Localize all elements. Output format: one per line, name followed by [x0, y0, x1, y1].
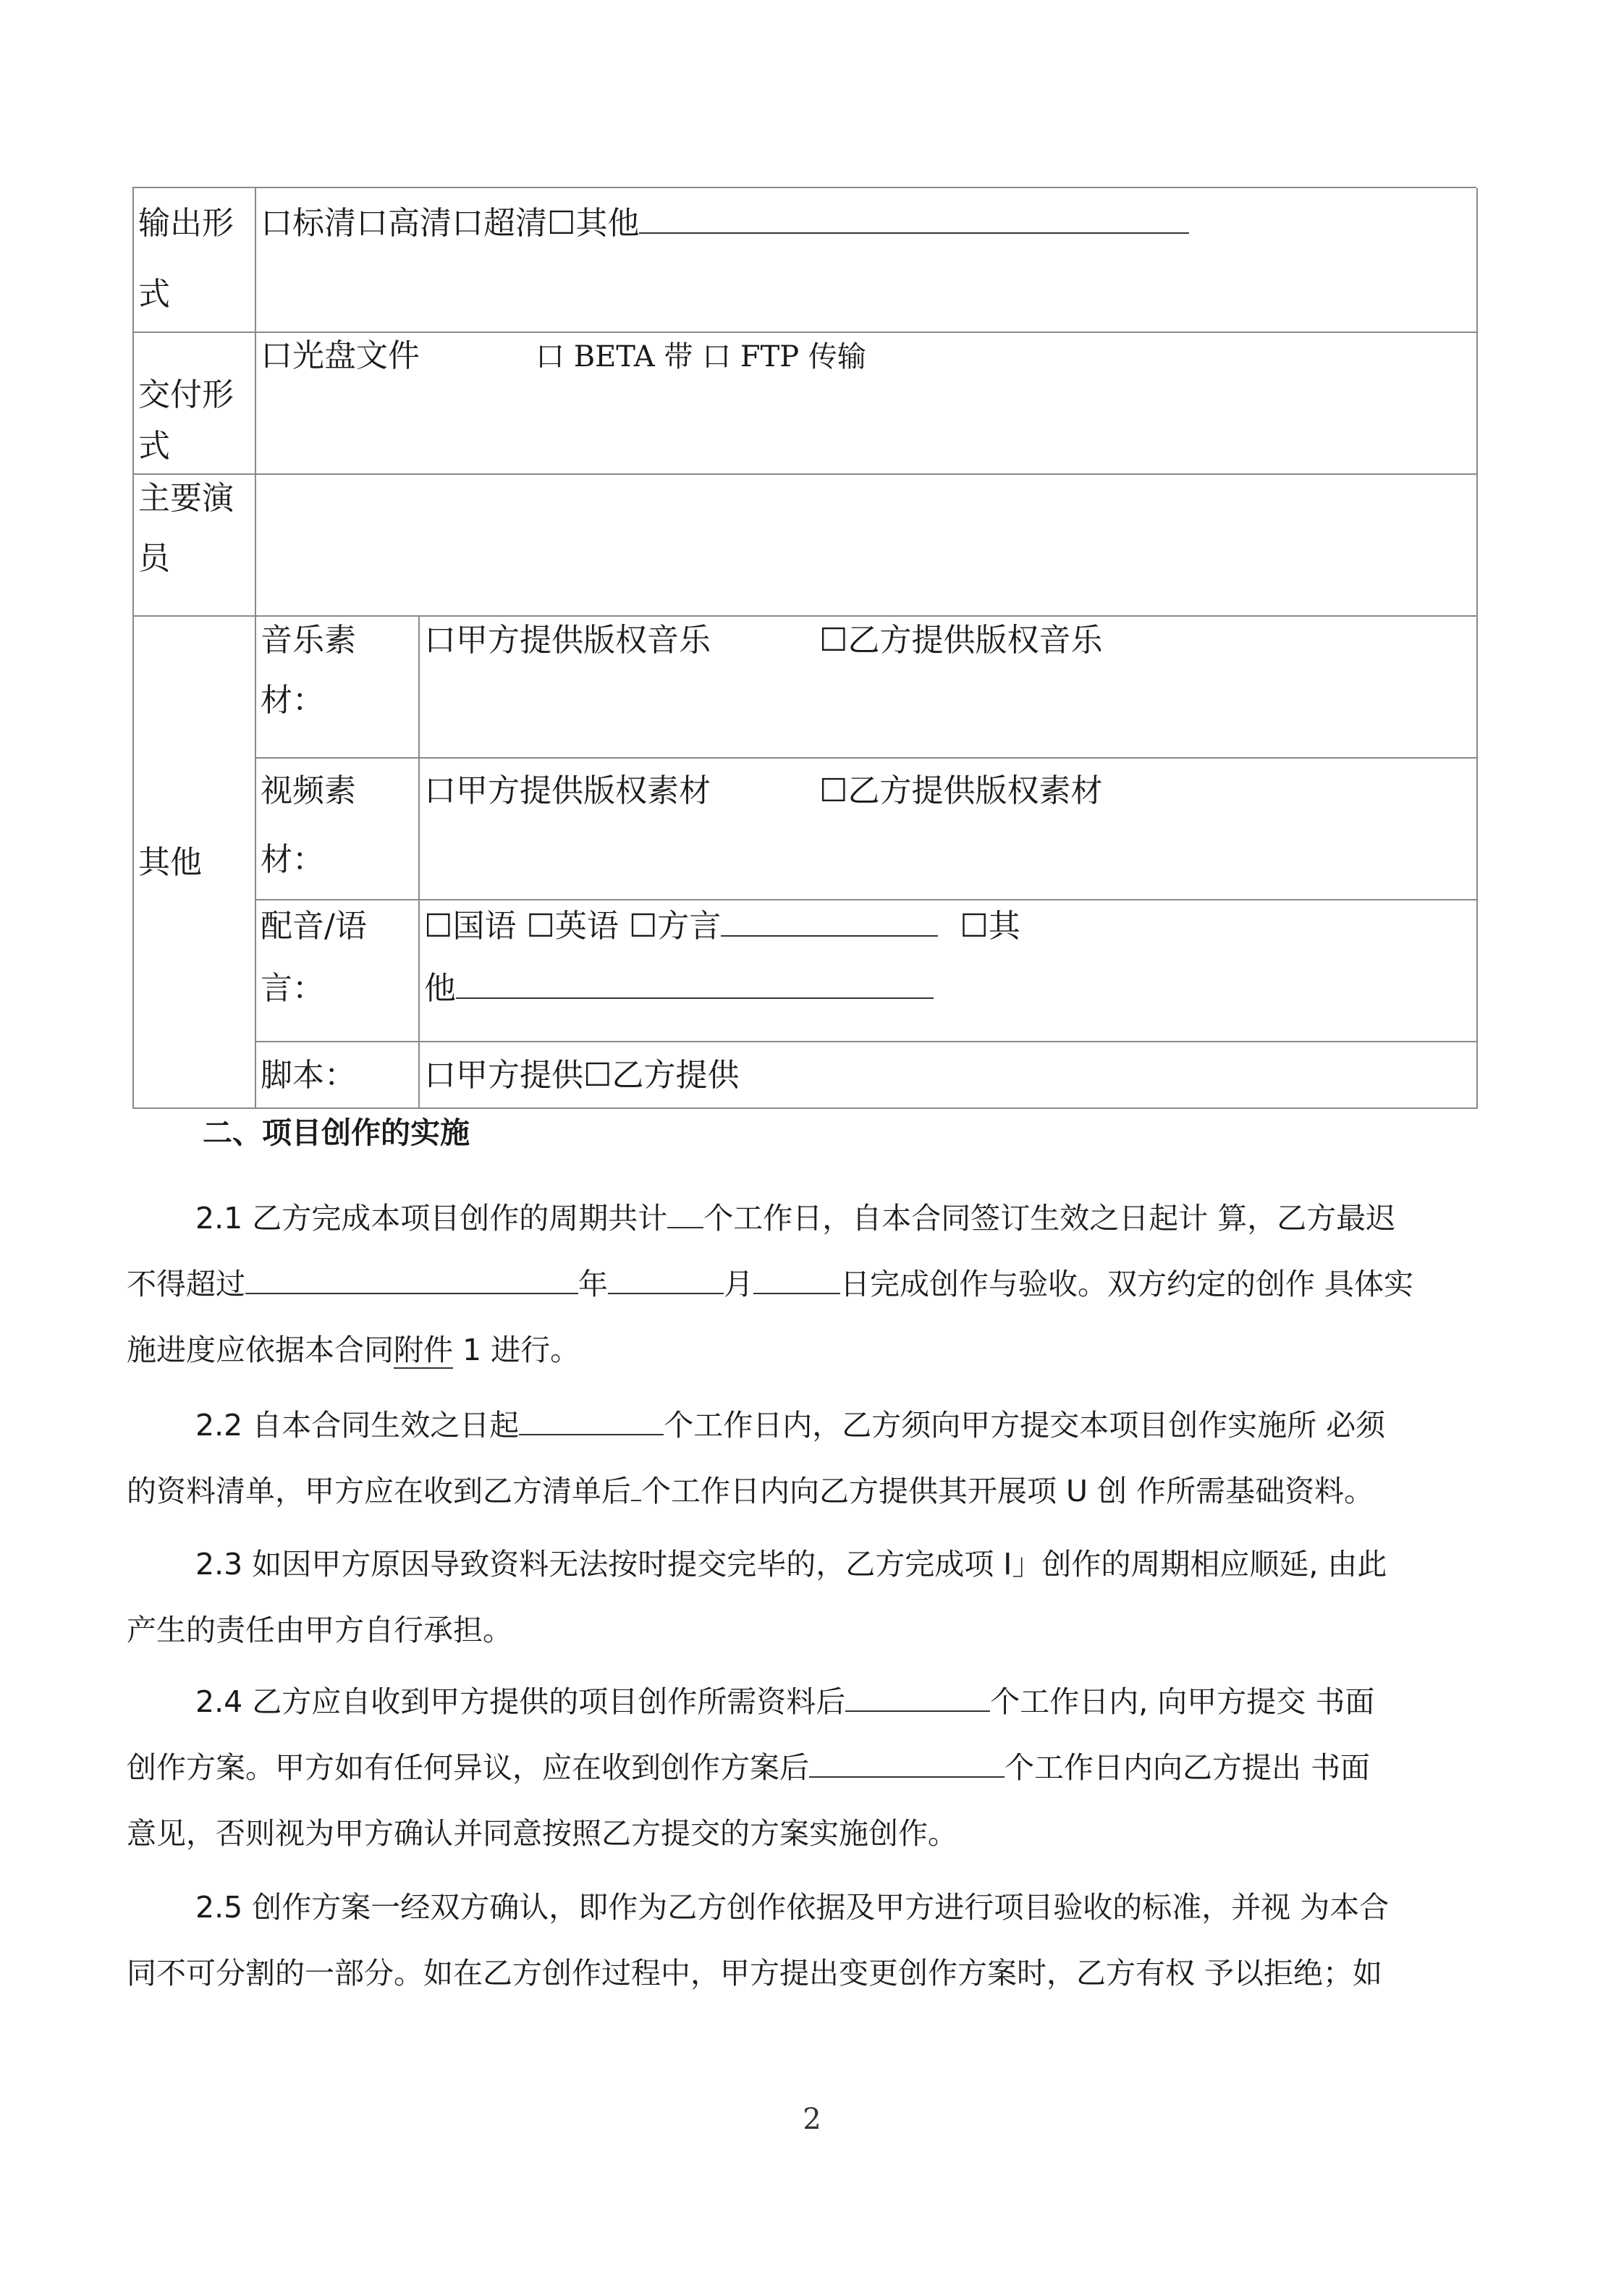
dubbing-language-options: ☐国语 ☐英语 ☐方言 ☐其 他 [420, 900, 1478, 1042]
label-video-material: 视频素 材： [256, 759, 420, 900]
label-other: 其他 [134, 617, 256, 1109]
label-script: 脚本： [256, 1042, 420, 1109]
clause-2-4: 2.4 乙方应自收到甲方提供的项目创作所需资料后 个工作日内, 向甲方提交 书面 创作方案。甲方如有任何异议，应在收到创作方案后 个工作日内向乙方提出 书面 意见，否则视为甲方确认并同意按照乙方提交的方案实施创作。 [127, 1669, 1487, 1867]
video-material-options: 口甲方提供版权素材 ☐乙方提供版权素材 [420, 759, 1478, 900]
objection-days-blank [809, 1747, 1005, 1778]
project-spec-table [132, 187, 1476, 1109]
label-output-format: 输出形 式 [134, 188, 256, 333]
script-options: 口甲方提供☐乙方提供 [420, 1042, 1478, 1109]
music-material-options: 口甲方提供版权音乐 ☐乙方提供版权音乐 [420, 617, 1478, 759]
materials-days-blank [631, 1471, 641, 1501]
proposal-days-blank [845, 1681, 990, 1712]
day-blank [753, 1264, 840, 1294]
month-blank [608, 1264, 724, 1294]
year-blank [245, 1264, 578, 1294]
page-number: 2 [803, 2103, 821, 2136]
dialect-blank [721, 906, 938, 937]
output-format-options: 口标清口高清口超清☐其他 [256, 188, 1478, 333]
other-format-blank [639, 203, 1189, 234]
clause-2-3: 2.3 如因甲方原因导致资料无法按时提交完毕的，乙方完成项 I」创作的周期相应顺延, 由此 产生的责任由甲方自行承担。 [127, 1547, 1387, 1647]
delivery-format-options: 口光盘文件 口 BETA 带 口 FTP 传输 [256, 333, 1478, 475]
section-heading: 二、项目创作的实施 [203, 1115, 470, 1150]
clause-2-5: 2.5 创作方案一经双方确认，即作为乙方创作依据及甲方进行项目验收的标准，并视 为本合 同不可分割的一部分。如在乙方创作过程中，甲方提出变更创作方案时，乙方有权 予以拒绝；如 [127, 1890, 1390, 1991]
checklist-days-blank [519, 1405, 664, 1435]
clause-2-1: 2.1 乙方完成本项目创作的周期共计 个工作日，自本合同签订生效之日起计 算，乙方最迟 不得超过 年 月 日完成创作与验收。双方约定的创作 具体实 施进度应依据本合同附件 1 进行。 [127, 1186, 1487, 1383]
label-music-material: 音乐素 材： [256, 617, 420, 759]
main-actors-value [256, 475, 1478, 617]
clause-2-2: 2.2 自本合同生效之日起 个工作日内，乙方须向甲方提交本项目创作实施所 必须 的资料清单，甲方应在收到乙方清单后 个工作日内向乙方提供其开展项 U 创 作所需基础资料。 [127, 1393, 1487, 1524]
other-language-blank [456, 968, 934, 999]
label-delivery-format: 交付形 式 [134, 333, 256, 475]
work-days-blank [667, 1198, 703, 1228]
label-main-actors: 主要演 员 [134, 475, 256, 617]
label-dubbing-language: 配音/语 言： [256, 900, 420, 1042]
